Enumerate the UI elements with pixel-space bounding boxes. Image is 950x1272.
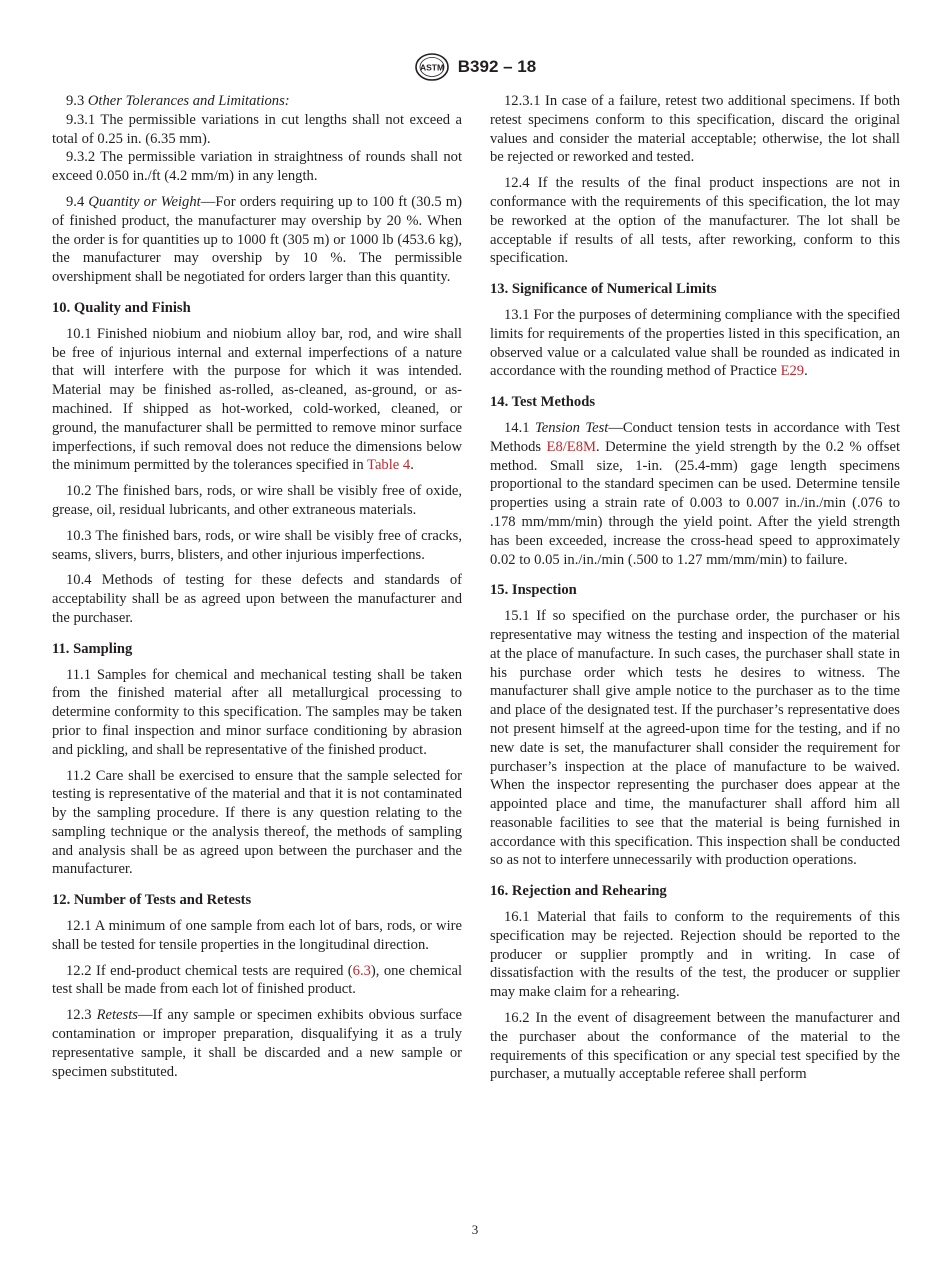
section-9-4: 9.4 Quantity or Weight—For orders requiring up to 100 ft (30.5 m) of finished product, the manufacturer may overship by 20 %. When the order is for quantities up to 1000 ft (305 m) or 1000 lb (453.6 kg), the manufacturer may overship by 10 %. The permissible overshipment shall be negotiated for orders larger than this quantity.: [52, 193, 463, 286]
heading-14: 14. Test Methods: [490, 394, 596, 411]
heading-16: 16. Rejection and Rehearing: [490, 883, 667, 900]
section-9-3: 9.3 Other Tolerances and Limitations:: [66, 93, 290, 109]
left-column: [52, 92, 462, 1088]
astm-logo-text: ASTM: [419, 62, 444, 73]
document-designation: B392 – 18: [457, 57, 537, 76]
section-12-4: 12.4 If the results of the final product inspections are not in conformance with the requirements of this specification, the lot may be reworked at the option of the manufacturer. The lot shall be acceptable if results of all tests, after reworking, conform to this specification.: [490, 175, 900, 267]
section-6-3-link[interactable]: 6.3: [352, 962, 371, 979]
section-10-3: 10.3 The finished bars, rods, or wire shall be visibly free of cracks, seams, slivers, burrs, blisters, and other injurious imperfections.: [52, 527, 462, 563]
section-16-1: 16.1 Material that fails to conform to the requirements of this specification may be rejected. Rejection should be reported to the producer or supplier promptly and in writing. In case of dissatisfaction with the results of the test, the producer or supplier may make claim for a rehearing.: [490, 909, 900, 1001]
section-12-3-1: 12.3.1 In case of a failure, retest two additional specimens. If both retest specimens conform to this specification, discard the original values and consider the material acceptable; otherwise, the lot shall be rejected or reworked and tested.: [490, 93, 900, 166]
section-12-1: 12.1 A minimum of one sample from each lot of bars, rods, or wire shall be tested for tensile properties in the longitudinal direction.: [52, 918, 462, 953]
heading-11: 11. Sampling: [52, 640, 133, 657]
e29-link[interactable]: E29: [780, 363, 805, 380]
heading-10: 10. Quality and Finish: [52, 299, 191, 316]
heading-15: 15. Inspection: [490, 582, 577, 599]
section-15-1: 15.1 If so specified on the purchase order, the purchaser or his representative may witness the testing and inspection of the material at the place of manufacture. In such cases, the purchaser shall state in his purchase order which tests he desires to witness. The manufacturer shall give ample notice to the purchaser as to the time and place of the designated test. If the purchaser’s representative does not present himself at the agreed-upon time for the testing, and if no new date is set, the manufacturer shall consider the requirement for purchaser’s inspection at the place of manufacture to be waived. When the inspector representing the purchaser does appear at the appointed place and time, the manufacturer shall afford him all reasonable facilities to see that the material is being furnished in accordance with this specification. This inspection shall be conducted so as not to interfere unnecessarily with production operations.: [490, 608, 900, 869]
section-10-4: 10.4 Methods of testing for these defects and standards of acceptability shall be as agreed upon between the manufacturer and the purchaser.: [52, 572, 462, 626]
table-4-link[interactable]: Table 4: [367, 457, 411, 474]
section-13-1: 13.1 For the purposes of determining compliance with the specified limits for requirements of the properties listed in this specification, an observed value or a calculated value shall be rounded as indicated in accordance with the rounding method of Practice E29.: [490, 306, 900, 380]
section-12-3: 12.3 Retests—If any sample or specimen exhibits obvious surface contamination or improper preparation, disqualifying it as a truly representative sample, it shall be discarded and a new sample or specimen substituted.: [52, 1007, 462, 1080]
section-9-3-1: 9.3.1 The permissible variations in cut lengths shall not exceed a total of 0.25 in. (6.35 mm).: [52, 111, 462, 147]
section-12-2: 12.2 If end-product chemical tests are required (6.3), one chemical test shall be made from each lot of finished product.: [52, 962, 463, 998]
section-16-2: 16.2 In the event of disagreement between the manufacturer and the purchaser about the conformance of the material to the requirements of this specification or any special test specified by the purchaser, a mutually acceptable referee shall perform: [490, 1010, 900, 1083]
section-11-1: 11.1 Samples for chemical and mechanical testing shall be taken from the finished material after all metallurgical processing to determine conformity to this specification. The samples may be taken prior to final inspection and minor surface conditioning by abrasion and pickling, and shall be representative of the finished product.: [52, 666, 462, 758]
section-10-2: 10.2 The finished bars, rods, or wire shall be visibly free of oxide, grease, oil, residual lubricants, and other extraneous materials.: [52, 483, 462, 518]
section-10-1: 10.1 Finished niobium and niobium alloy bar, rod, and wire shall be free of injurious internal and external imperfections of a nature that will interfere with the purpose for which it was intended. Material may be finished as-rolled, as-cleaned, as-ground, or as-machined. If shipped as hot-worked, cold-worked, cleaned, or ground, the manufacturer shall be permitted to remove minor surface imperfections, if such removal does not reduce the dimensions below the minimum permitted by the tolerances specified in Table 4.: [52, 325, 462, 474]
heading-13: 13. Significance of Numerical Limits: [490, 281, 717, 298]
page-number: 3: [471, 1222, 479, 1237]
section-9-3-2: 9.3.2 The permissible variation in straightness of rounds shall not exceed 0.050 in./ft (4.2 mm/m) in any length.: [52, 149, 462, 185]
heading-12: 12. Number of Tests and Retests: [52, 892, 252, 909]
astm-logo-icon: [414, 52, 450, 82]
section-11-2: 11.2 Care shall be exercised to ensure that the sample selected for testing is representative of the material and that it is not contaminated by the sampling procedure. If there is any question relating to the sampling technique or the analysis thereof, the methods of sampling and analysis shall be as agreed upon between the purchaser and the manufacturer.: [52, 767, 462, 878]
e8-e8m-link[interactable]: E8/E8M: [546, 438, 596, 455]
section-14-1: 14.1 Tension Test—Conduct tension tests in accordance with Test Methods E8/E8M. Determine the yield strength by the 0.2 % offset method. Small size, 1-in. (25.4-mm) gage length specimens proportional to the standard specimen can be used. Determine tensile properties using a strain rate of 0.003 to 0.007 in./in./min (.076 to .178 mm/mm/min) through the yield point. After the yield strength has been exceeded, increase the cross-head speed to approximately 0.02 to 0.05 in./in./min (.500 to 1.27 mm/mm/min) to failure.: [490, 419, 901, 568]
page-header: [0, 52, 950, 87]
right-column: [490, 92, 900, 1091]
